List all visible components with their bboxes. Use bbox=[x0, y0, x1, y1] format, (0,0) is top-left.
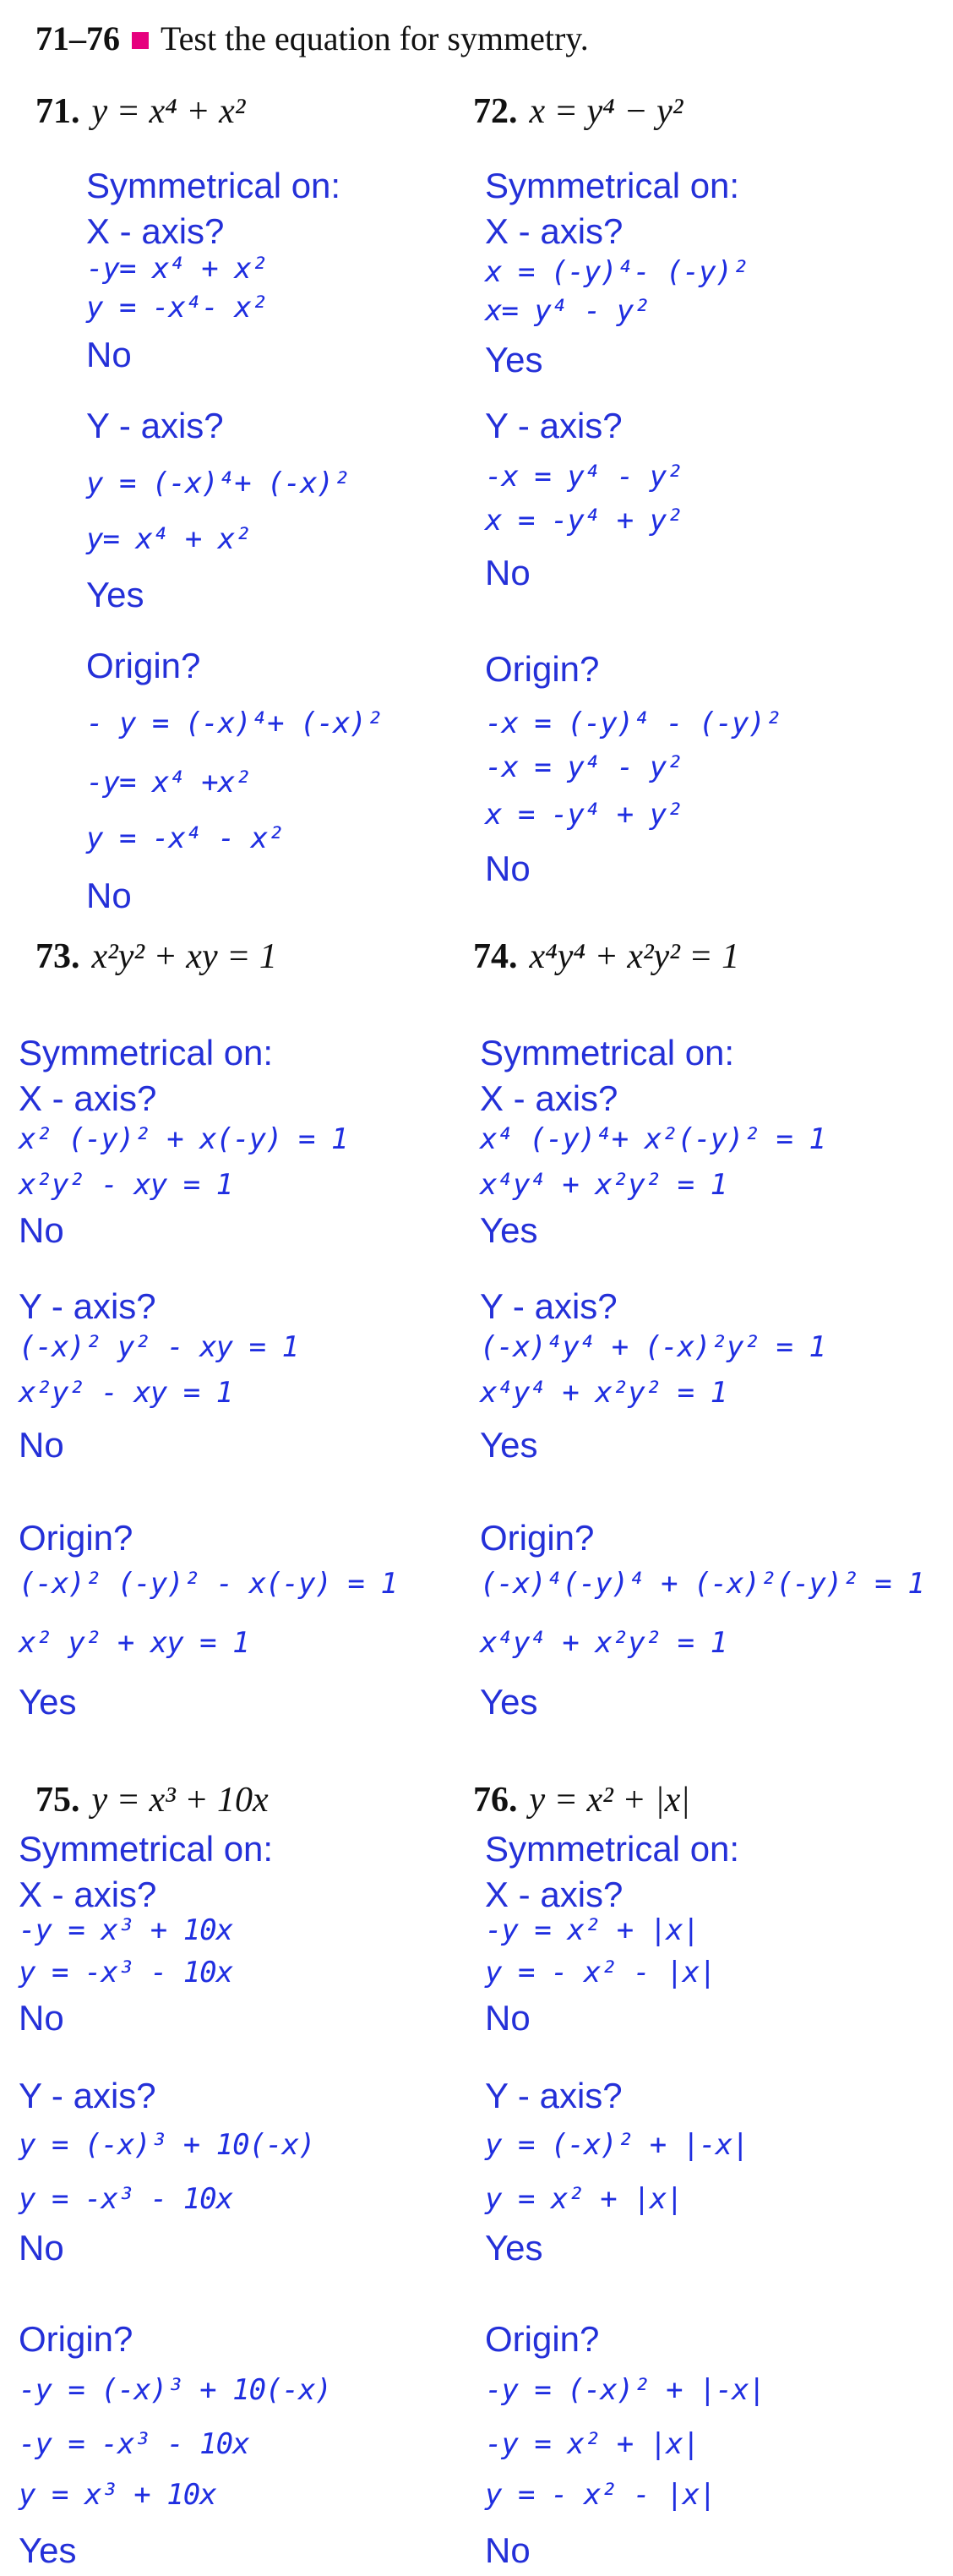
problem-equation: x⁴y⁴ + x²y² = 1 bbox=[529, 937, 740, 976]
answer-label: Origin? bbox=[19, 1518, 133, 1558]
answer-label: Origin? bbox=[86, 646, 201, 685]
handwritten-step: y= x⁴ + x² bbox=[86, 522, 251, 556]
handwritten-step: -y = x³ + 10x bbox=[19, 1913, 233, 1947]
answer-label: Y - axis? bbox=[480, 1286, 618, 1326]
handwritten-step: x = -y⁴ + y² bbox=[485, 798, 683, 832]
handwritten-step: x⁴y⁴ + x²y² = 1 bbox=[480, 1168, 727, 1202]
problem-number: 73. bbox=[35, 937, 80, 976]
handwritten-step: -y = (-x)² + |-x| bbox=[485, 2373, 765, 2407]
answer-label: Origin? bbox=[485, 649, 600, 689]
problem-number: 71. bbox=[35, 92, 80, 131]
answer-label: Symmetrical on: bbox=[86, 166, 341, 205]
problem-76-header bbox=[473, 1780, 690, 1820]
answer-label: Symmetrical on: bbox=[485, 1829, 740, 1869]
handwritten-step: x²y² - xy = 1 bbox=[19, 1376, 233, 1410]
answer-label: X - axis? bbox=[480, 1078, 618, 1118]
answer-label: Origin? bbox=[19, 2319, 133, 2359]
problem-equation: x²y² + xy = 1 bbox=[91, 937, 277, 976]
problem-71-header bbox=[35, 91, 245, 132]
handwritten-step: y = -x³ - 10x bbox=[19, 1956, 233, 1989]
answer-label: Origin? bbox=[480, 1518, 595, 1558]
problem-equation: x = y⁴ − y² bbox=[529, 92, 683, 131]
problem-number: 76. bbox=[473, 1781, 518, 1820]
handwritten-step: x⁴y⁴ + x²y² = 1 bbox=[480, 1626, 727, 1660]
answer-label: Origin? bbox=[485, 2319, 600, 2359]
answer-label: X - axis? bbox=[19, 1875, 157, 1914]
answer-label: Y - axis? bbox=[86, 406, 224, 445]
answer-label: X - axis? bbox=[19, 1078, 157, 1118]
problem-equation: y = x² + |x| bbox=[529, 1781, 690, 1820]
handwritten-step: - y = (-x)⁴+ (-x)² bbox=[86, 707, 383, 740]
handwritten-step: x²y² - xy = 1 bbox=[19, 1168, 233, 1202]
answer-label: Y - axis? bbox=[19, 2076, 156, 2115]
answer-label: Symmetrical on: bbox=[19, 1829, 274, 1869]
handwritten-step: y = (-x)³ + 10(-x) bbox=[19, 2128, 315, 2162]
problem-number: 75. bbox=[35, 1781, 80, 1820]
answer-label: Y - axis? bbox=[19, 1286, 156, 1326]
answer-label: No bbox=[485, 2530, 531, 2570]
handwritten-step: x⁴y⁴ + x²y² = 1 bbox=[480, 1376, 727, 1410]
answer-label: X - axis? bbox=[86, 211, 225, 251]
problem-number: 74. bbox=[473, 937, 518, 976]
handwritten-step: -y = -x³ - 10x bbox=[19, 2427, 249, 2461]
problem-range: 71–76 bbox=[35, 19, 120, 57]
answer-label: Y - axis? bbox=[485, 2076, 623, 2115]
handwritten-step: -x = (-y)⁴ - (-y)² bbox=[485, 707, 781, 740]
answer-label: No bbox=[485, 1998, 531, 2038]
handwritten-step: x² y² + xy = 1 bbox=[19, 1626, 249, 1660]
handwritten-step: x= y⁴ - y² bbox=[485, 294, 650, 328]
handwritten-step: -x = y⁴ - y² bbox=[485, 750, 683, 784]
handwritten-step: -y= x⁴ +x² bbox=[86, 766, 251, 800]
answer-label: No bbox=[485, 849, 531, 888]
section-heading bbox=[35, 19, 589, 58]
answer-label: Yes bbox=[86, 575, 144, 614]
handwritten-step: x = (-y)⁴- (-y)² bbox=[485, 255, 749, 289]
answer-label: Yes bbox=[480, 1210, 538, 1250]
handwritten-step: -y = x² + |x| bbox=[485, 1913, 700, 1947]
handwritten-step: y = (-x)⁴+ (-x)² bbox=[86, 467, 350, 500]
answer-label: No bbox=[19, 1425, 64, 1465]
answer-label: Yes bbox=[485, 340, 543, 379]
answer-label: Yes bbox=[480, 1682, 538, 1722]
problem-72-header bbox=[473, 91, 683, 132]
handwritten-step: (-x)² (-y)² - x(-y) = 1 bbox=[19, 1567, 397, 1601]
answer-label: Symmetrical on: bbox=[485, 166, 740, 205]
answer-label: X - axis? bbox=[485, 1875, 624, 1914]
handwritten-step: (-x)⁴y⁴ + (-x)²y² = 1 bbox=[480, 1330, 825, 1364]
answer-label: No bbox=[19, 1210, 64, 1250]
answer-label: No bbox=[485, 553, 531, 592]
handwritten-step: x² (-y)² + x(-y) = 1 bbox=[19, 1122, 348, 1156]
answer-label: Yes bbox=[485, 2228, 543, 2268]
handwritten-step: x = -y⁴ + y² bbox=[485, 504, 683, 538]
answer-label: No bbox=[86, 876, 132, 915]
handwritten-step: x⁴ (-y)⁴+ x²(-y)² = 1 bbox=[480, 1122, 825, 1156]
section-instruction: Test the equation for symmetry. bbox=[161, 19, 589, 57]
handwritten-step: -x = y⁴ - y² bbox=[485, 460, 683, 494]
handwritten-step: y = - x² - |x| bbox=[485, 2478, 716, 2512]
answer-label: Symmetrical on: bbox=[19, 1033, 274, 1072]
answer-label: Yes bbox=[19, 1682, 77, 1722]
problem-number: 72. bbox=[473, 92, 518, 131]
handwritten-step: y = -x⁴- x² bbox=[86, 291, 268, 325]
handwritten-step: (-x)⁴(-y)⁴ + (-x)²(-y)² = 1 bbox=[480, 1567, 924, 1601]
handwritten-step: y = - x² - |x| bbox=[485, 1956, 716, 1989]
handwritten-step: y = x³ + 10x bbox=[19, 2478, 216, 2512]
handwritten-step: -y= x⁴ + x² bbox=[86, 252, 268, 286]
problem-73-header bbox=[35, 936, 277, 977]
problem-74-header bbox=[473, 936, 739, 977]
pink-square-icon bbox=[132, 32, 149, 49]
handwritten-step: -y = (-x)³ + 10(-x) bbox=[19, 2373, 331, 2407]
problem-equation: y = x⁴ + x² bbox=[91, 92, 246, 131]
handwritten-step: y = -x³ - 10x bbox=[19, 2182, 233, 2216]
answer-label: No bbox=[19, 1998, 64, 2038]
answer-label: Y - axis? bbox=[485, 406, 623, 445]
handwritten-step: y = -x⁴ - x² bbox=[86, 821, 284, 855]
handwritten-step: y = (-x)² + |-x| bbox=[485, 2128, 749, 2162]
handwritten-step: y = x² + |x| bbox=[485, 2182, 683, 2216]
problem-75-header bbox=[35, 1780, 269, 1820]
answer-label: Symmetrical on: bbox=[480, 1033, 735, 1072]
answer-label: No bbox=[19, 2228, 64, 2268]
answer-label: No bbox=[86, 335, 132, 374]
handwritten-step: -y = x² + |x| bbox=[485, 2427, 700, 2461]
problem-equation: y = x³ + 10x bbox=[91, 1781, 269, 1820]
answer-label: X - axis? bbox=[485, 211, 624, 251]
handwritten-step: (-x)² y² - xy = 1 bbox=[19, 1330, 298, 1364]
answer-label: Yes bbox=[480, 1425, 538, 1465]
answer-label: Yes bbox=[19, 2530, 77, 2570]
